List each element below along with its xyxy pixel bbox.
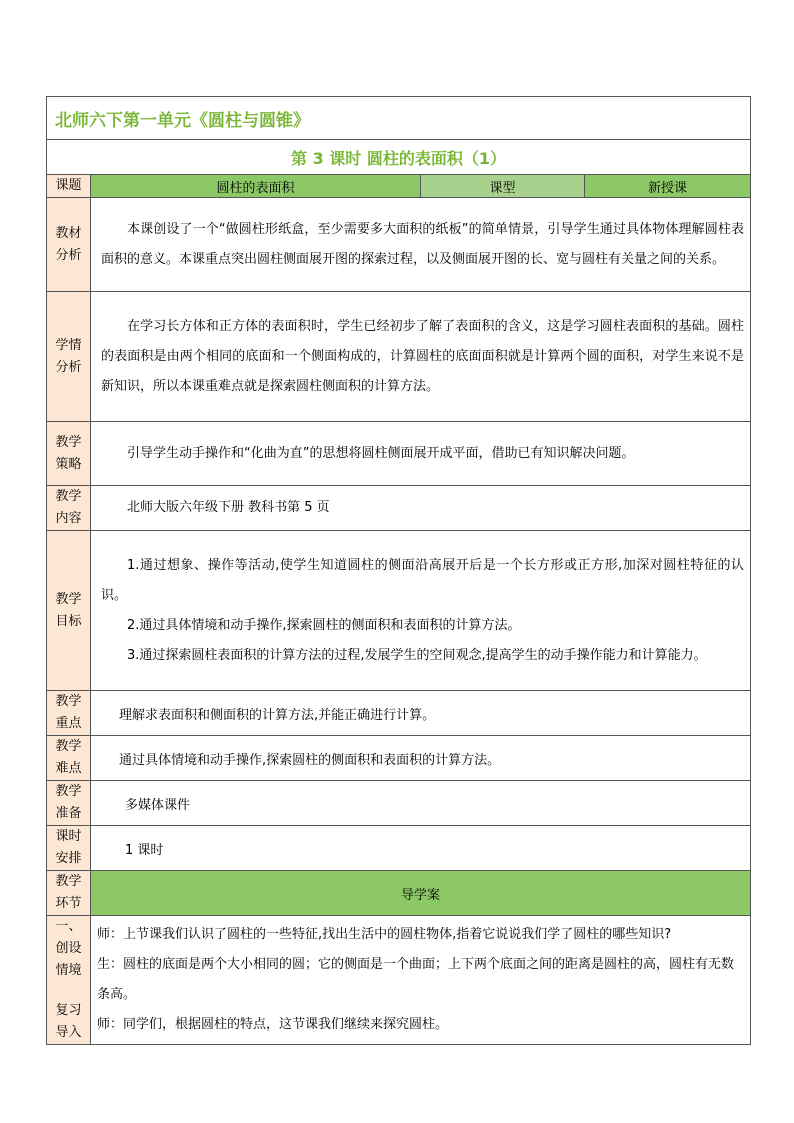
row-label: 教材 分析 [47, 198, 91, 292]
strategy-text: 引导学生动手操作和“化曲为直”的思想将圆柱侧面展开成平面，借助已有知识解决问题。 [91, 422, 751, 486]
row-label: 教学 内容 [47, 486, 91, 531]
section1-label: 一、 创设 情境 复习 导入 [47, 916, 91, 1045]
dialog-line: 生：圆柱的底面是两个大小相同的圆；它的侧面是一个曲面；上下两个底面之间的距离是圆柱的高，圆柱有无数条高。 [97, 957, 735, 1002]
type-value: 新授课 [585, 175, 751, 198]
schedule-text: 1 课时 [91, 826, 751, 871]
student-analysis-text: 在学习长方体和正方体的表面积时，学生已经初步了解了表面积的含义，这是学习圆柱表面积的基础。圆柱的表面积是由两个相同的底面和一个侧面构成的，计算圆柱的底面面积就是计算两个圆的面积，对学生来说不是新知识，所以本课重难点就是探索圆柱侧面积的计算方法。 [91, 292, 751, 422]
difficulty-text: 通过具体情境和动手操作,探索圆柱的侧面积和表面积的计算方法。 [91, 736, 751, 781]
row-label: 学情 分析 [47, 292, 91, 422]
schedule-row [47, 826, 751, 871]
key-point-text: 理解求表面积和侧面积的计算方法,并能正确进行计算。 [91, 691, 751, 736]
process-header-row [47, 871, 751, 916]
type-label: 课型 [421, 175, 585, 198]
row-label: 教学 重点 [47, 691, 91, 736]
section1-row [47, 916, 751, 1045]
info-row [47, 175, 751, 198]
row-label: 课时 安排 [47, 826, 91, 871]
goals-row [47, 531, 751, 691]
section1-dialog [91, 916, 751, 1045]
row-label: 教学 环节 [47, 871, 91, 916]
topic-label: 课题 [47, 175, 91, 198]
row-label: 教学 目标 [47, 531, 91, 691]
guide-heading: 导学案 [91, 871, 751, 916]
row-label: 教学 准备 [47, 781, 91, 826]
topic-value: 圆柱的表面积 [91, 175, 421, 198]
lesson-plan-table [46, 96, 751, 1045]
difficulty-row [47, 736, 751, 781]
preparation-text: 多媒体课件 [91, 781, 751, 826]
row-label: 教学 策略 [47, 422, 91, 486]
dialog-line: 师：同学们，根据圆柱的特点，这节课我们继续来探究圆柱。 [97, 1017, 449, 1032]
content-text: 北师大版六年级下册 教科书第 5 页 [91, 486, 751, 531]
goals-text [91, 531, 751, 691]
strategy-row [47, 422, 751, 486]
goal-item: 2.通过具体情境和动手操作,探索圆柱的侧面积和表面积的计算方法。 [127, 617, 521, 633]
lesson-title: 第 3 课时 圆柱的表面积（1） [47, 140, 751, 175]
row-label: 教学 难点 [47, 736, 91, 781]
key-point-row [47, 691, 751, 736]
lesson-plan-sheet [46, 96, 750, 1045]
textbook-analysis-text: 本课创设了一个“做圆柱形纸盒，至少需要多大面积的纸板”的简单情景，引导学生通过具体物体理解圆柱表面积的意义。本课重点突出圆柱侧面展开图的探索过程，以及侧面展开图的长、宽与圆柱有关量之间的关系。 [91, 198, 751, 292]
preparation-row [47, 781, 751, 826]
student-analysis-row [47, 292, 751, 422]
unit-title: 北师六下第一单元《圆柱与圆锥》 [47, 97, 751, 140]
content-row [47, 486, 751, 531]
goal-item: 1.通过想象、操作等活动,使学生知道圆柱的侧面沿高展开后是一个长方形或正方形,加深对圆柱特征的认识。 [101, 557, 744, 603]
dialog-line: 师：上节课我们认识了圆柱的一些特征,找出生活中的圆柱物体,指着它说说我们学了圆柱的哪些知识? [97, 927, 672, 942]
textbook-analysis-row [47, 198, 751, 292]
goal-item: 3.通过探索圆柱表面积的计算方法的过程,发展学生的空间观念,提高学生的动手操作能力和计算能力。 [127, 647, 707, 663]
